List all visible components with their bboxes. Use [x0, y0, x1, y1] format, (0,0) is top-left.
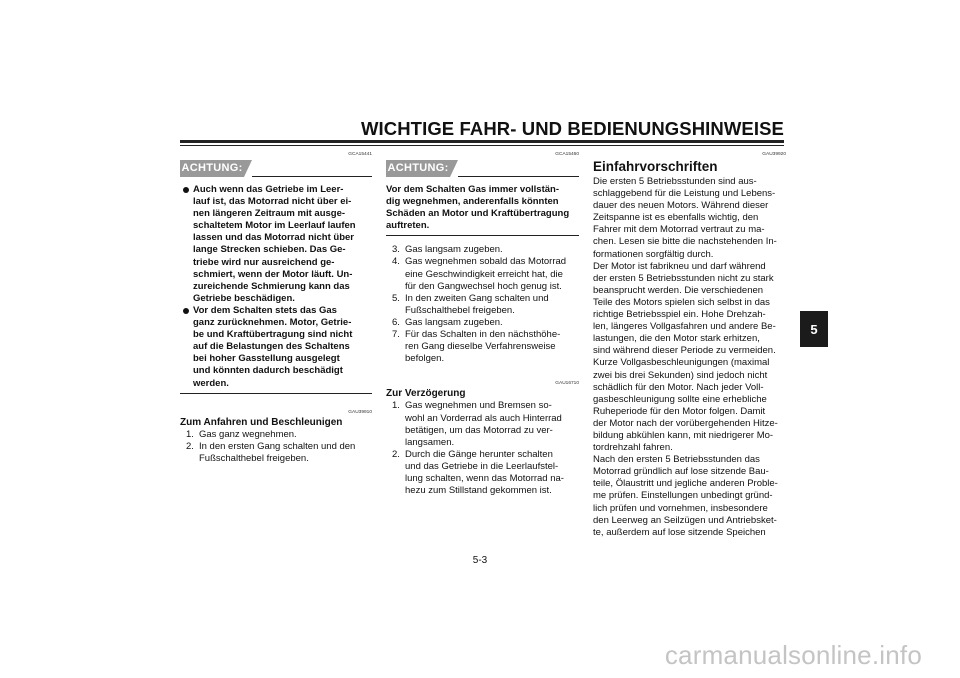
- text-line: Nach den ersten 5 Betriebsstunden das: [593, 454, 760, 466]
- step-item: [386, 400, 579, 448]
- text-line: langsamen.: [405, 436, 455, 448]
- warning-item: [180, 305, 372, 390]
- header-rule: [180, 140, 784, 143]
- step-number: 3.: [392, 244, 400, 256]
- text-line: In den ersten Gang schalten und den: [199, 440, 356, 452]
- body-text: [593, 176, 786, 539]
- steps-list: [180, 429, 372, 465]
- step-item: [386, 317, 579, 329]
- text-line: lassen und das Motorrad nicht über: [193, 232, 354, 244]
- step-number: 6.: [392, 316, 400, 328]
- text-line: schlaggebend für die Leistung und Lebens-: [593, 188, 776, 200]
- step-item: [180, 441, 372, 465]
- text-line: Gas wegnehmen und Bremsen so-: [405, 400, 552, 412]
- step-number: 2.: [392, 448, 400, 460]
- header-rule-thin: [180, 145, 784, 146]
- text-line: ganz zurücknehmen. Motor, Getrie-: [193, 317, 352, 329]
- warning-body: [180, 180, 372, 394]
- text-line: wohl an Vorderrad als auch Hinterrad: [405, 412, 562, 424]
- text-line: lauf ist, das Motorrad nicht über ei-: [193, 196, 352, 208]
- text-line: Fußschalthebel freigeben.: [199, 452, 309, 464]
- text-line: lich prüfen und vornehmen, insbesondere: [593, 502, 768, 514]
- text-line: chen. Lesen sie bitte die nachstehenden In-: [593, 236, 777, 248]
- text-line: Teile des Motors spielen sich selbst in das: [593, 296, 770, 308]
- text-line: und könnten dadurch beschädigt: [193, 365, 343, 377]
- warning-header: [180, 160, 372, 180]
- text-line: Vor dem Schalten Gas immer vollstän-: [386, 184, 559, 195]
- text-line: Gas langsam zugeben.: [405, 244, 503, 256]
- warning-header: [386, 160, 579, 180]
- text-line: eine Geschwindigkeit erreicht hat, die: [405, 268, 563, 280]
- warning-code: GCA15441: [348, 152, 372, 157]
- column-1: [180, 150, 372, 465]
- column-2: [386, 150, 579, 497]
- text-line: te, außerdem auf lose sitzende Speichen: [593, 526, 766, 538]
- text-line: Die ersten 5 Betriebsstunden sind aus-: [593, 176, 757, 187]
- bullet-icon: [183, 308, 189, 314]
- section-title: Einfahrvorschriften: [593, 159, 718, 174]
- text-line: Gas langsam zugeben.: [405, 316, 503, 328]
- warning-code: GCA15460: [555, 152, 579, 157]
- step-number: 1.: [392, 400, 400, 412]
- text-line: zwei bis drei Sekunden) sind jedoch nicht: [593, 369, 768, 381]
- text-line: Zeitspanne ist es ebenfalls wichtig, den: [593, 212, 759, 224]
- text-line: schaltetem Motor im Leerlauf laufen: [193, 220, 356, 232]
- text-line: Getriebe beschädigen.: [193, 292, 295, 304]
- step-number: 5.: [392, 292, 400, 304]
- text-line: betätigen, um das Motorrad zu ver-: [405, 424, 553, 436]
- text-line: formationen sorgfältig durch.: [593, 248, 714, 260]
- step-item: [386, 293, 579, 317]
- text-line: bei hoher Gasstellung ausgelegt: [193, 353, 340, 365]
- text-line: teile, Ölaustritt und jegliche anderen Proble-: [593, 478, 778, 490]
- step-number: 4.: [392, 256, 400, 268]
- step-number: 7.: [392, 329, 400, 341]
- text-line: Gas wegnehmen sobald das Motorrad: [405, 256, 567, 268]
- text-line: Vor dem Schalten stets das Gas: [193, 304, 337, 316]
- text-line: Kurze Vollgasbeschleunigungen (maximal: [593, 357, 770, 369]
- chapter-tab[interactable]: 5: [800, 311, 828, 347]
- text-line: tordrehzahl fahren.: [593, 442, 673, 454]
- text-line: werden.: [193, 377, 229, 389]
- section-title: Zur Verzögerung: [386, 388, 466, 400]
- text-line: Für das Schalten in den nächsthöhe-: [405, 329, 561, 341]
- text-line: nen längeren Zeitraum mit ausge-: [193, 208, 346, 220]
- page-title: WICHTIGE FAHR- UND BEDIENUNGSHINWEISE: [360, 118, 784, 139]
- text-line: schädlich für den Motor. Nach jeder Voll-: [593, 381, 764, 393]
- watermark: carmanualsonline.info: [664, 640, 922, 670]
- text-line: Fußschalthebel freigeben.: [405, 304, 515, 316]
- text-line: bildung abkühlen kann, mit niedrigerer Mo-: [593, 429, 774, 441]
- section-code: GAU39920: [762, 152, 786, 157]
- text-line: len, längeres Vollgasfahren und andere Be-: [593, 321, 776, 333]
- text-line: schmiert, wenn der Motor läuft. Un-: [193, 268, 353, 280]
- text-line: gasbeschleunigung sollte eine erhebliche: [593, 393, 767, 405]
- text-line: für den Gangwechsel hoch genug ist.: [405, 280, 562, 292]
- text-line: zureichende Schmierung kann das: [193, 280, 350, 292]
- text-line: hezu zum Stillstand gekommen ist.: [405, 485, 552, 497]
- text-line: dig wegnehmen, anderenfalls könnten: [386, 196, 559, 208]
- step-item: [386, 256, 579, 292]
- steps-list: [386, 244, 579, 365]
- section-code: GAU16710: [555, 381, 579, 387]
- text-line: Der Motor ist fabrikneu und darf während: [593, 260, 766, 272]
- warning-rule: [252, 176, 372, 177]
- warning-item-text: [193, 305, 372, 390]
- text-line: den Leerweg an Seilzügen und Antriebsket-: [593, 514, 777, 526]
- text-line: lung schalten, wenn das Motorrad na-: [405, 472, 564, 484]
- page-number: 5-3: [472, 555, 488, 566]
- text-line: Durch die Gänge herunter schalten: [405, 448, 553, 460]
- text-line: me prüfen. Einstellungen unbedingt gründ-: [593, 490, 773, 502]
- step-number: 1.: [186, 428, 194, 440]
- warning-body: [386, 180, 579, 236]
- text-line: lastungen, die den Motor stark erhitzen,: [593, 333, 760, 345]
- column-3: [593, 150, 786, 539]
- warning-rule: [458, 176, 579, 177]
- text-line: Gas ganz wegnehmen.: [199, 428, 297, 440]
- steps-list: [386, 400, 579, 497]
- text-line: Ruheperiode für den Motor folgen. Damit: [593, 405, 766, 417]
- text-line: und das Getriebe in die Leerlaufstel-: [405, 460, 559, 472]
- text-line: Auch wenn das Getriebe im Leer-: [193, 184, 344, 195]
- step-item: [386, 244, 579, 256]
- step-item: [386, 449, 579, 497]
- text-line: der Motor nach der vorübergehenden Hitze-: [593, 417, 778, 429]
- step-item: [180, 429, 372, 441]
- text-line: richtige Betriebsspiel ein. Hohe Drehzah-: [593, 309, 766, 321]
- step-item: [386, 329, 579, 365]
- text-line: Schäden an Motor und Kraftübertragung: [386, 208, 570, 220]
- text-line: dauer des neuen Motors. Während dieser: [593, 200, 769, 212]
- text-line: ren Gang dieselbe Verfahrensweise: [405, 341, 556, 353]
- text-line: triebe wird nur ausreichend ge-: [193, 256, 335, 268]
- text-line: Motorrad gründlich auf lose sitzende Bau-: [593, 466, 769, 478]
- text-line: auf die Belastungen des Schaltens: [193, 341, 350, 353]
- text-line: In den zweiten Gang schalten und: [405, 292, 549, 304]
- section-title: Zum Anfahren und Beschleunigen: [180, 416, 343, 428]
- text-line: befolgen.: [405, 353, 445, 365]
- text-line: sind während dieser Periode zu vermeiden.: [593, 345, 776, 357]
- step-number: 2.: [186, 440, 194, 452]
- text-line: beansprucht werden. Die verschiedenen: [593, 284, 764, 296]
- text-line: auftreten.: [386, 220, 430, 232]
- text-line: lange Strecken schieben. Das Ge-: [193, 244, 346, 256]
- warning-item-text: [193, 184, 372, 305]
- text-line: Fahrer mit dem Motorrad vertraut zu ma-: [593, 224, 765, 236]
- text-line: be und Kraftübertragung sind nicht: [193, 329, 353, 341]
- warning-badge: ACHTUNG:: [180, 160, 244, 177]
- section-code: GAU39910: [348, 409, 372, 415]
- text-line: der ersten 5 Betriebsstunden nicht zu stark: [593, 272, 774, 284]
- bullet-icon: [183, 187, 189, 193]
- warning-badge: ACHTUNG:: [386, 160, 450, 177]
- warning-item: [180, 184, 372, 305]
